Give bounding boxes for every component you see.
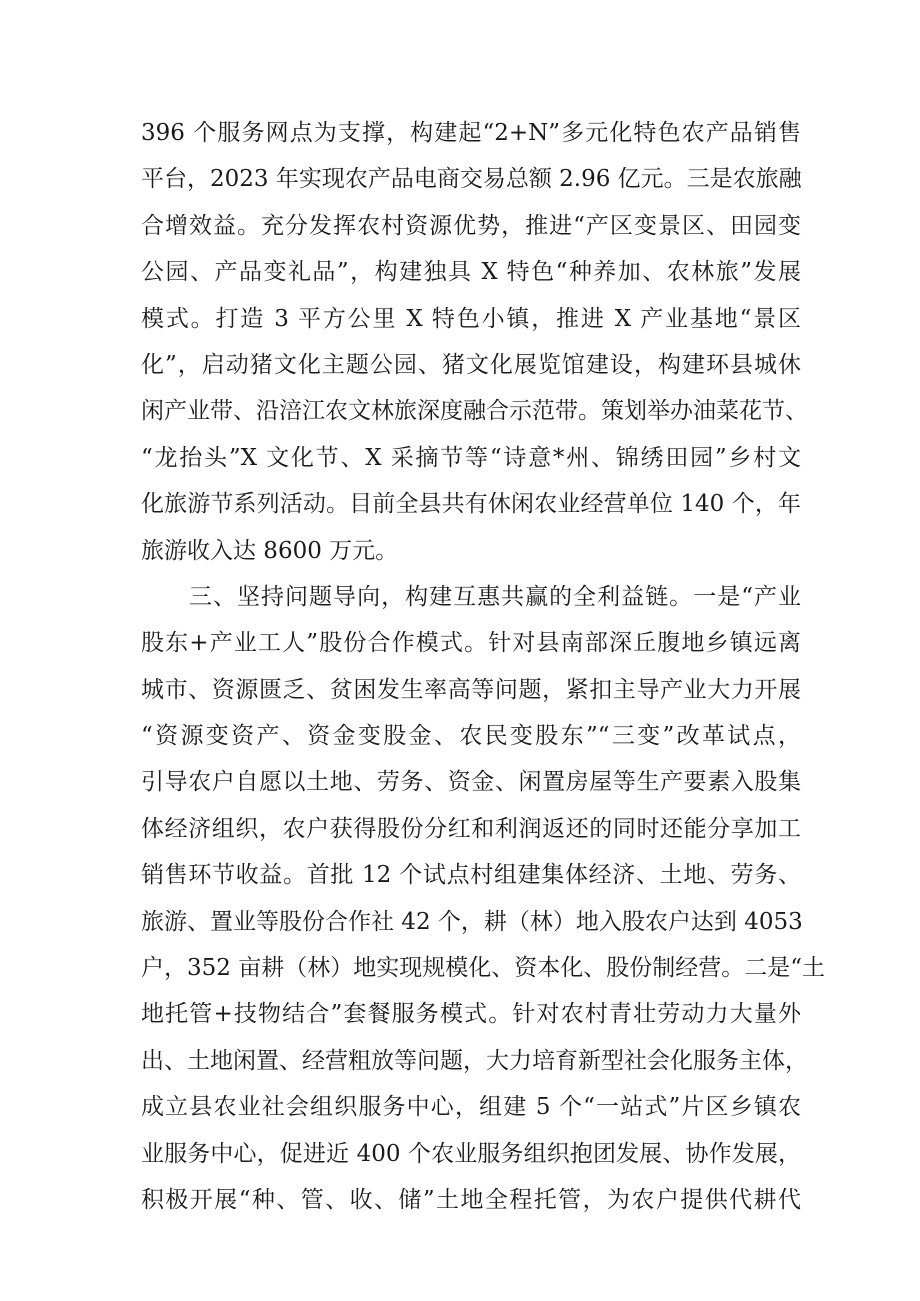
- text-line: 化旅游节系列活动。目前全县共有休闲农业经营单位 140 个，年: [141, 491, 801, 518]
- text-line: 地托管+技物结合”套餐服务模式。针对农村青壮劳动力大量外: [141, 1001, 801, 1028]
- text-line: 模式。打造 3 平方公里 X 特色小镇，推进 X 产业基地“景区: [141, 305, 801, 332]
- text-line: 合增效益。充分发挥农村资源优势，推进“产区变景区、田园变: [141, 212, 801, 239]
- text-line: “资源变资产、资金变股金、农民变股东”“三变”改革试点，: [141, 723, 801, 750]
- text-line: 体经济组织，农户获得股份分红和利润返还的同时还能分享加工: [141, 815, 801, 842]
- text-line: 城市、资源匮乏、贫困发生率高等问题，紧扣主导产业大力开展: [141, 676, 801, 703]
- text-line: 业服务中心，促进近 400 个农业服务组织抱团发展、协作发展，: [141, 1140, 801, 1167]
- text-line: “龙抬头”X 文化节、X 采摘节等“诗意*州、锦绣田园”乡村文: [141, 444, 801, 471]
- text-line: 销售环节收益。首批 12 个试点村组建集体经济、土地、劳务、: [141, 862, 801, 889]
- text-line: 成立县农业社会组织服务中心，组建 5 个“一站式”片区乡镇农: [141, 1094, 801, 1121]
- text-line: 户，352 亩耕（林）地实现规模化、资本化、股份制经营。二是“土: [141, 955, 825, 982]
- text-line: 闲产业带、沿涪江农文林旅深度融合示范带。策划举办油菜花节、: [141, 398, 808, 425]
- text-line: 396 个服务网点为支撑，构建起“2+N”多元化特色农产品销售: [141, 120, 801, 146]
- text-line: 平台，2023 年实现农产品电商交易总额 2.96 亿元。三是农旅融: [141, 166, 802, 193]
- text-line: 引导农户自愿以土地、劳务、资金、闲置房屋等生产要素入股集: [141, 769, 801, 796]
- text-line: 出、土地闲置、经营粗放等问题，大力培育新型社会化服务主体，: [141, 1047, 808, 1074]
- text-line: 旅游、置业等股份合作社 42 个，耕（林）地入股农户达到 4053: [141, 908, 803, 935]
- paragraph-start-line: 三、坚持问题导向，构建互惠共赢的全利益链。一是“产业: [189, 583, 801, 610]
- text-line: 积极开展“种、管、收、储”土地全程托管，为农户提供代耕代: [141, 1186, 801, 1213]
- paragraph-end-line: 旅游收入达 8600 万元。: [141, 537, 399, 564]
- text-line: 化”，启动猪文化主题公园、猪文化展览馆建设，构建环县城休: [141, 351, 801, 378]
- text-line: 股东+产业工人”股份合作模式。针对县南部深丘腹地乡镇远离: [141, 630, 801, 657]
- document-body: [141, 110, 825, 1223]
- text-line: 公园、产品变礼品”，构建独具 X 特色“种养加、农林旅”发展: [141, 259, 801, 286]
